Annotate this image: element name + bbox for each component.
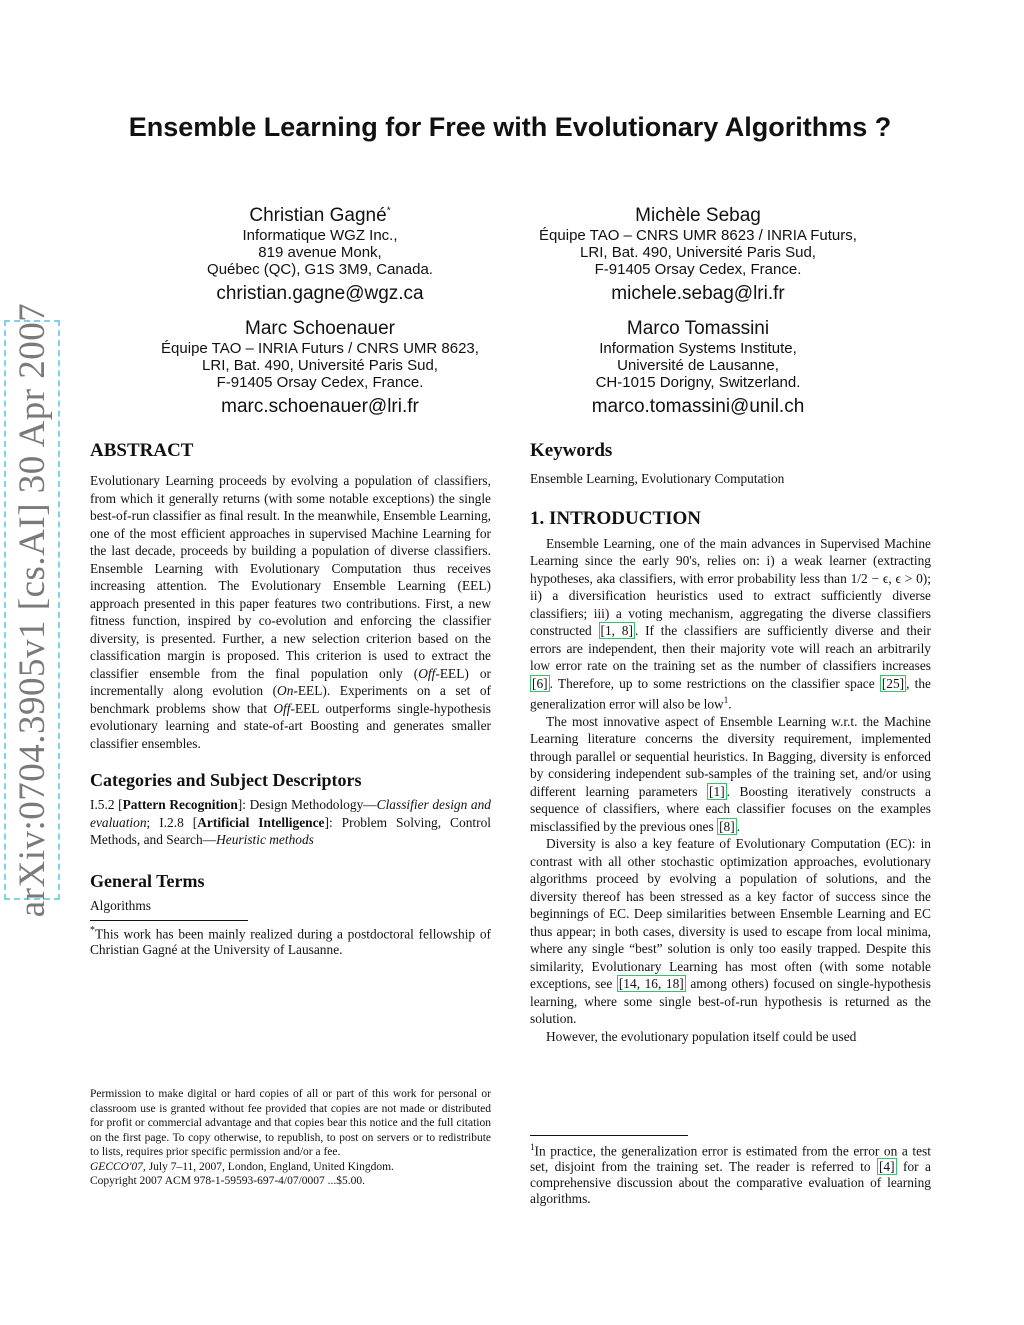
citation-link[interactable]: [6] bbox=[532, 675, 548, 691]
paragraph: Diversity is also a key feature of Evolutionary Computation (EC): in contrast with all other stochastic optimization approaches, evolutionary algorithms proceed by evolving a population of solutions, and the diversity thereof has been stressed as a key factor of success since the beginnings of EC. Deep similarities between Ensemble Learning and EC thus appear; in both cases, diversity is used to escape from local minima, where any single “best” solution is only too easily trapped. Despite this similarity, Evolutionary Learning has most often (with some notable exceptions, see [14, 16, 18] among others) focused on single-hypothesis learning, where some single best-of-run hypothesis is returned as the solution. bbox=[530, 836, 931, 1027]
general-terms-heading: General Terms bbox=[90, 870, 205, 891]
author-name: Michèle Sebag bbox=[635, 205, 761, 226]
author-block-sebag bbox=[498, 205, 898, 305]
author-email[interactable]: christian.gagne@wgz.ca bbox=[216, 283, 424, 304]
general-terms-text: Algorithms bbox=[90, 897, 152, 913]
introduction-body bbox=[530, 535, 931, 1046]
categories-heading: Categories and Subject Descriptors bbox=[90, 770, 362, 790]
citation-link[interactable]: [14, 16, 18] bbox=[618, 976, 684, 992]
citation-link[interactable]: [1, 8] bbox=[600, 623, 633, 638]
keywords-heading: Keywords bbox=[530, 440, 613, 461]
footnote-rule bbox=[530, 1135, 688, 1136]
abstract-heading: ABSTRACT bbox=[90, 440, 194, 461]
introduction-heading: 1. INTRODUCTION bbox=[530, 507, 702, 529]
citation-link[interactable]: [8] bbox=[719, 818, 735, 834]
author-email[interactable]: marc.schoenauer@lri.fr bbox=[221, 396, 419, 417]
author-affiliation-line: Québec (QC), G1S 3M9, Canada. bbox=[207, 261, 433, 278]
author-name: Marc Schoenauer bbox=[245, 318, 395, 339]
copyright-line: Copyright 2007 ACM 978-1-59593-697-4/07/0007 ...$5.00. bbox=[90, 1175, 366, 1187]
author-name: Marco Tomassini bbox=[626, 318, 770, 339]
author-block-schoenauer bbox=[120, 318, 520, 418]
author-email[interactable]: marco.tomassini@unil.ch bbox=[591, 396, 805, 417]
author-affiliation-line: F-91405 Orsay Cedex, France. bbox=[216, 374, 424, 391]
author-name: Christian Gagné bbox=[249, 205, 387, 226]
paragraph: The most innovative aspect of Ensemble Learning w.r.t. the Machine Learning literature concerns the diversity requirement, implemented through parallel or sequential heuristics. In Bagging, diversity is enforced by considering independent sub-samples of the training set, and/or using different learning parameters [1] . Boosting iteratively constructs a sequence of classifiers, where each classifier focuses on the examples misclassified by the previous ones [8] . bbox=[530, 713, 932, 834]
paragraph: Ensemble Learning, one of the main advances in Supervised Machine Learning since the early 90's, relies on: i) a weak learner (extracting hypotheses, aka classifiers, with error probability less than 1/2 − ϵ, ϵ > 0); ii) a diversification heuristics used to extract sufficiently diverse classifiers; iii) a voting mechanism, aggregating the diverse classifiers constructed [1, 8] . If the classifiers are sufficiently diverse and their errors are independent, then their majority vote will reach an arbitrarily low error rate on the training set as the number of classifiers increases [6] . Therefore, up to some restrictions on the classifier space [25] , the generalization error will also be low$^1$. bbox=[530, 535, 931, 712]
author-affiliation-line: LRI, Bat. 490, Université Paris Sud, bbox=[202, 357, 438, 374]
footnote-1-text: $^1$In practice, the generalization error is estimated from the error on a test set, disjoint from the training set. The reader is referred to [4] for a comprehensive discussion about the comparative evaluation of learning algorithms. bbox=[530, 1142, 931, 1207]
arxiv-stamp: arXiv:0704.3905v1 [cs.AI] 30 Apr 2007 bbox=[4, 320, 60, 900]
footnote-star: *This work has been mainly realized during a postdoctoral fellowship of Christian Gagné at the University of Lausanne. bbox=[90, 925, 491, 958]
author-affiliation-line: Information Systems Institute, bbox=[599, 340, 797, 357]
author-block-tomassini bbox=[498, 318, 898, 418]
author-block-gagne bbox=[120, 205, 520, 305]
author-affiliation-line: CH-1015 Dorigny, Switzerland. bbox=[595, 374, 801, 391]
author-affiliation-line: Informatique WGZ Inc., bbox=[242, 227, 398, 244]
keywords-text: Ensemble Learning, Evolutionary Computation bbox=[530, 471, 785, 486]
paragraph: However, the evolutionary population itself could be used bbox=[546, 1028, 857, 1044]
author-affiliation-line: Équipe TAO – CNRS UMR 8623 / INRIA Futurs, bbox=[539, 227, 857, 244]
permission-notice bbox=[90, 1087, 491, 1189]
citation-link[interactable]: [1] bbox=[709, 783, 725, 799]
footnote-marker: 1 bbox=[723, 695, 729, 705]
left-column bbox=[90, 440, 491, 958]
footnote-1 bbox=[530, 1135, 931, 1207]
author-affiliation-line: F-91405 Orsay Cedex, France. bbox=[594, 261, 802, 278]
categories-text: I.5.2 [Pattern Recognition]: Design Methodology—Classifier design and evaluation; I.2.8 [Artificial Intelligence]: Problem Solving, Control Methods, and Search—Heuristic methods bbox=[90, 797, 491, 847]
permission-text: Permission to make digital or hard copies of all or part of this work for personal or classroom use is granted without fee provided that copies are not made or distributed for profit or commercial advantage and that copies bear this notice and the full citation on the first page. To copy otherwise, to republish, to post on servers or to redistribute to lists, requires prior specific permission and/or a fee. bbox=[90, 1088, 491, 1158]
footnote-marker: * bbox=[386, 205, 391, 217]
abstract-text: Evolutionary Learning proceeds by evolving a population of classifiers, from which it generally returns (with some notable exceptions) the single best-of-run classifier as final result. In the meanwhile, Ensemble Learning, one of the most efficient approaches in supervised Machine Learning for the last decade, proceeds by building a population of diverse classifiers. Ensemble Learning with Evolutionary Computation thus receives increasing attention. The Evolutionary Ensemble Learning (EEL) approach presented in this paper features two contributions. First, a new fitness function, inspired by co-evolution and enforcing the classifier diversity, is presented. Further, a new selection criterion based on the classification margin is proposed. This criterion is used to extract the classifier ensemble from the final population only (Off-EEL) or incrementally along evolution (On-EEL). Experiments on a set of benchmark problems show that Off-EEL outperforms single-hypothesis evolutionary learning and state-of-art Boosting and generates smaller classifier ensembles. bbox=[90, 473, 491, 751]
author-email[interactable]: michele.sebag@lri.fr bbox=[611, 283, 785, 304]
right-column bbox=[530, 440, 931, 1045]
conference-line: GECCO'07, July 7–11, 2007, London, England, United Kingdom. bbox=[90, 1160, 394, 1173]
citation-link[interactable]: [4] bbox=[878, 1159, 895, 1175]
author-affiliation-line: LRI, Bat. 490, Université Paris Sud, bbox=[580, 244, 816, 261]
paper-title: Ensemble Learning for Free with Evolutionary Algorithms ? bbox=[128, 112, 892, 142]
author-affiliation-line: Équipe TAO – INRIA Futurs / CNRS UMR 8623, bbox=[161, 340, 479, 357]
footnote-rule bbox=[90, 920, 248, 921]
citation-link[interactable]: [25] bbox=[881, 675, 905, 691]
author-affiliation-line: Université de Lausanne, bbox=[617, 357, 779, 374]
author-affiliation-line: 819 avenue Monk, bbox=[258, 244, 382, 261]
